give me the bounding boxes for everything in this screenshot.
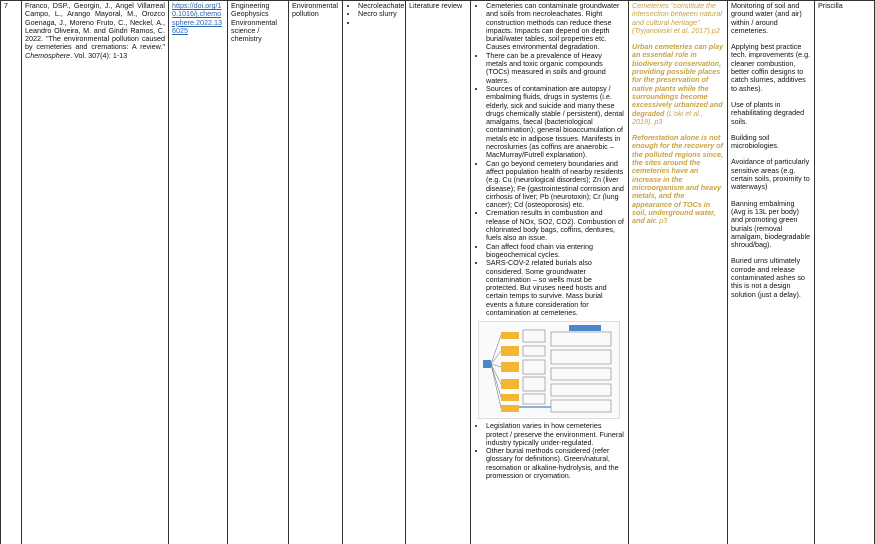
implications-cell (727, 1, 814, 544)
review-figure-image (478, 321, 620, 419)
quote-text: Reforestation alone is not enough for the recovery of the polluted regions since, the sites around the cemeteries have an increase in the microorganism and heavy metals, and the appearance of TOCs in soil, underground water, and air. (632, 133, 724, 226)
finding-item: • Legislation varies in how cemeteries protect / preserve the environment. Funeral industry typically under-regulated. (486, 422, 625, 447)
topic-text: Environmental pollution (292, 1, 338, 19)
quote-block (632, 43, 724, 126)
keyword-item: • Necroleachate (358, 2, 402, 10)
citation-text: Franco, DSP., Georgin, J., Angel Villarreal Campo, L., Arango Mayoral, M., Orozco Goenaga, J., Moreno Fruto, C., Neckel, A., Leandro Oliveira, M. and Gindri Ramos, C. 2022. "The environmental pollution caused by cemeteries and cremations: A review." (25, 1, 165, 52)
implication-note: Buried urns ultimately corrode and release contaminated ashes so this is not a design solution (just a delay). (731, 256, 805, 299)
quotes-cell (628, 1, 727, 544)
keyword-item: • Necro slurry (358, 10, 402, 18)
quote-reference: p3 (657, 216, 668, 226)
reviewer-name: Priscilla (818, 1, 843, 10)
row-number: 7 (4, 1, 8, 10)
finding-item: • SARS-COV-2 related burials also considered. Some groundwater contamination – so wells must be protected. But viruses need hosts and certain temps to survive. Mass burial events a future consideration for contamination at cemeteries. (486, 259, 625, 317)
method-text: Literature review (409, 1, 463, 10)
finding-item: • Cremation results in combustion and release of NOx, SO2, CO2). Combustion of chlorinated body bags, coffins, dentures, fuels also an issue. (486, 209, 625, 242)
quote-reference: (Tryjanowski et al, 2017).p2 (632, 25, 720, 35)
finding-item: • Other burial methods considered (refer glossary for definitions). Green/natural, resomation or alkaline-hydrolysis, and the promession or cryomation. (486, 447, 625, 480)
citation-volume: . Vol. 307(4): 1-13 (70, 50, 128, 60)
keywords-cell (342, 1, 405, 544)
quote-text: Urban cemeteries can play an essential role in biodiversity conservation, providing possible places for the preservation of native plants while the surroundings become excessively urbanized and degraded (632, 42, 724, 118)
finding-item: • Can go beyond cemetery boundaries and affect population health of nearby residents (e.g. Cu (neurological disorders); Zn (liver disease); Fe (gastrointestinal corrosion and cirrhosis of liver; Pb (neurotoxin); Cr (lung cancer); Cd (osteoporosis) etc. (486, 160, 625, 210)
finding-item: • Cemeteries can contaminate groundwater and soils from necroleachates. Right construction methods can reduce these impacts. Impacts can depend on depth burial/water tables, soil properties etc. Causes environmental degradation. (486, 2, 625, 52)
implication-note: Building soil microbiologies. (731, 132, 779, 151)
finding-item: • Can affect food chain via entering biogeochemical cycles. (486, 243, 625, 260)
figure-diagram (479, 322, 619, 418)
finding-item: • There can be a prevalence of Heavy metals and toxic organic compounds (TOCs) measured in soils and ground waters. (486, 52, 625, 85)
implication-note: Use of plants in rehabilitating degraded soils. (731, 99, 805, 126)
quote-block (632, 2, 724, 35)
quote-reference: (L'oki et al., 2019). p3 (632, 108, 703, 126)
discipline-text: Engineering Geophysics Environmental science / chemistry (231, 1, 277, 44)
doi-link[interactable]: https://doi.org/10.1016/j.chemosphere.2022.136025 (172, 1, 222, 35)
implication-note: Avoidance of particularly sensitive areas (e.g. certain soils, proximity to waterways) (731, 157, 810, 192)
quote-text: Cemeteries "constitute the intersection between natural and cultural heritage" (632, 1, 722, 27)
quote-block (632, 134, 724, 225)
method-cell (405, 1, 470, 544)
row-number-cell (0, 1, 21, 544)
reviewer-cell (814, 1, 875, 544)
keyword-item (358, 19, 402, 27)
keywords-list (346, 1, 405, 27)
discipline-cell (227, 1, 288, 544)
findings-cell (470, 1, 628, 544)
citation-cell (21, 1, 168, 544)
journal-name: Chemosphere (25, 50, 71, 60)
doi-cell (168, 1, 227, 544)
implication-note: Banning embalming (Avg is 13L per body) and promoting green burials (removal amalgam, biodegradable shroud/bag). (731, 198, 811, 250)
finding-item: • Sources of contamination are autopsy / embalming fluids, drugs in systems (i.e. elderly, sick and suicide and many these drugs chemically stable / persistent), dental amalgams, faecal (bacteriological contamination); general bioaccumulation of metals etc in adipose tissues. Manifests in necroslurries (as coffins are anaerobic – MacMurray/Futrell explanation). (486, 85, 625, 160)
findings-list (474, 2, 625, 317)
implication-note: Monitoring of soil and ground water (and air) within / around cemeteries. (731, 1, 802, 35)
implication-note: Applying best practice tech. improvements (e.g. cleaner combustion, better coffin designs to catch slurries, additives to ashes). (731, 42, 811, 93)
findings-list-continued (474, 422, 625, 480)
topic-cell (288, 1, 342, 544)
